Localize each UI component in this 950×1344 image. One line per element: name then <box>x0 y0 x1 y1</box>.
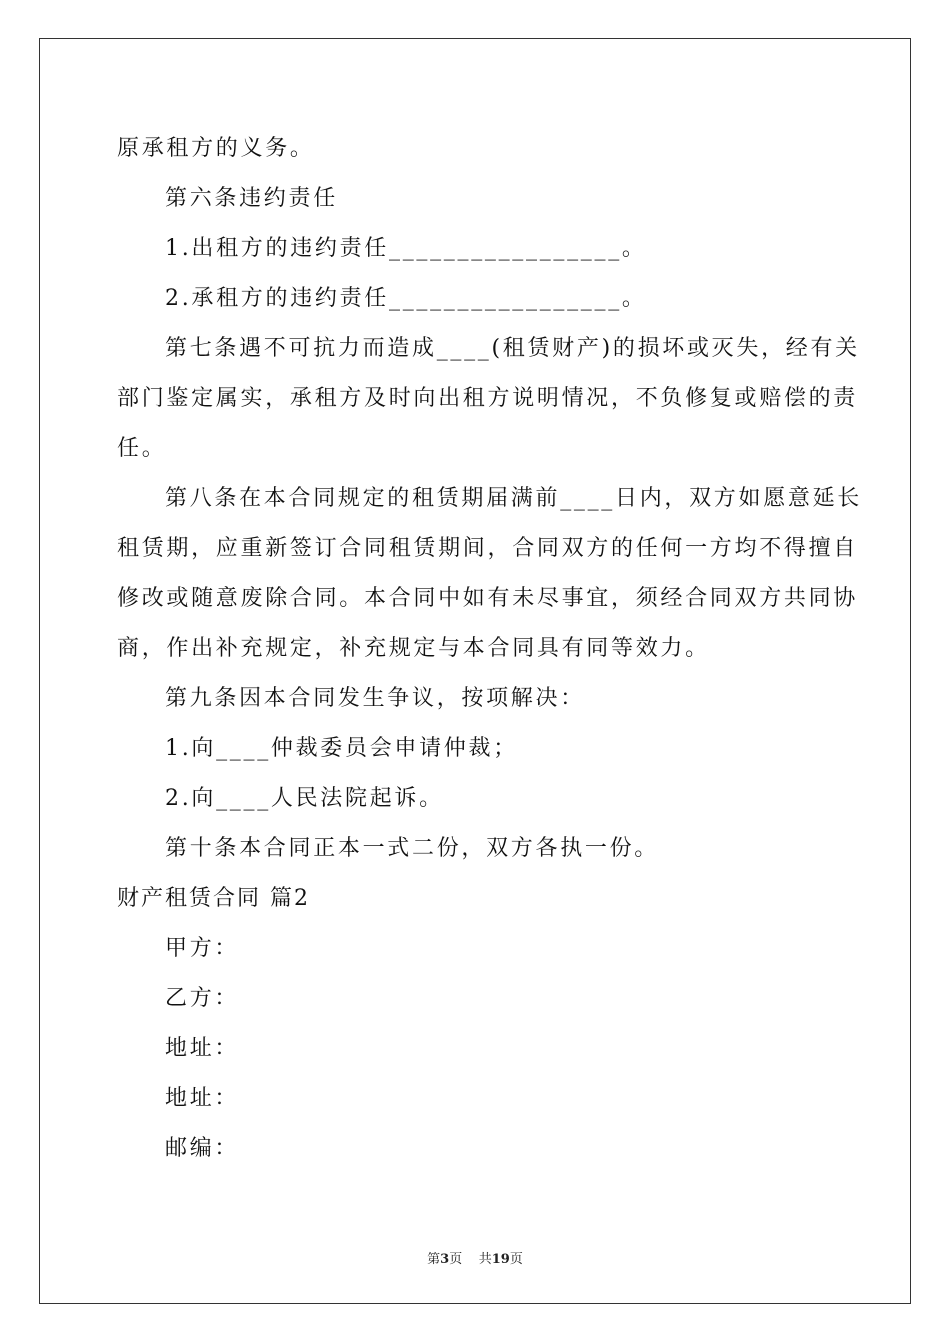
page-footer <box>0 1248 950 1267</box>
field-label-party-a: 甲方： <box>165 936 240 961</box>
total-pages: 19 <box>491 1252 510 1267</box>
field-label-address: 地址： <box>165 1086 240 1111</box>
list-item: 1.出租方的违约责任_________________。 <box>165 236 647 261</box>
document-body <box>117 124 863 1174</box>
paragraph-line: 修改或随意废除合同。本合同中如有未尽事宜，须经合同双方共同协 <box>117 586 859 611</box>
paragraph-line: 任。 <box>117 436 167 461</box>
total-suffix: 页 <box>509 1252 523 1267</box>
paragraph-line: 第七条遇不可抗力而造成____(租赁财产)的损坏或灭失，经有关 <box>165 336 860 361</box>
field-label-party-b: 乙方： <box>165 986 240 1011</box>
paragraph-line: 商，作出补充规定，补充规定与本合同具有同等效力。 <box>117 636 710 661</box>
page-suffix: 页 <box>449 1252 463 1267</box>
paragraph-line: 租赁期，应重新签订合同租赁期间，合同双方的任何一方均不得擅自 <box>117 536 859 561</box>
page-number: 3 <box>440 1252 450 1267</box>
field-label-address: 地址： <box>165 1036 240 1061</box>
paragraph-line: 第九条因本合同发生争议，按项解决： <box>165 686 585 711</box>
paragraph-line: 部门鉴定属实，承租方及时向出租方说明情况，不负修复或赔偿的责 <box>117 386 859 411</box>
list-item: 2.向____人民法院起诉。 <box>165 786 444 811</box>
list-item: 2.承租方的违约责任_________________。 <box>165 286 647 311</box>
article-title: 第六条违约责任 <box>165 186 338 211</box>
paragraph-line: 原承租方的义务。 <box>117 136 315 161</box>
list-item: 1.向____仲裁委员会申请仲裁； <box>165 736 518 761</box>
paragraph-line: 第八条在本合同规定的租赁期届满前____日内，双方如愿意延长 <box>165 486 863 511</box>
paragraph-line: 第十条本合同正本一式二份，双方各执一份。 <box>165 836 660 861</box>
total-prefix: 共 <box>478 1252 492 1267</box>
field-label-postcode: 邮编： <box>165 1136 240 1161</box>
section-heading: 财产租赁合同 篇2 <box>117 886 310 911</box>
page-prefix: 第 <box>427 1252 441 1267</box>
